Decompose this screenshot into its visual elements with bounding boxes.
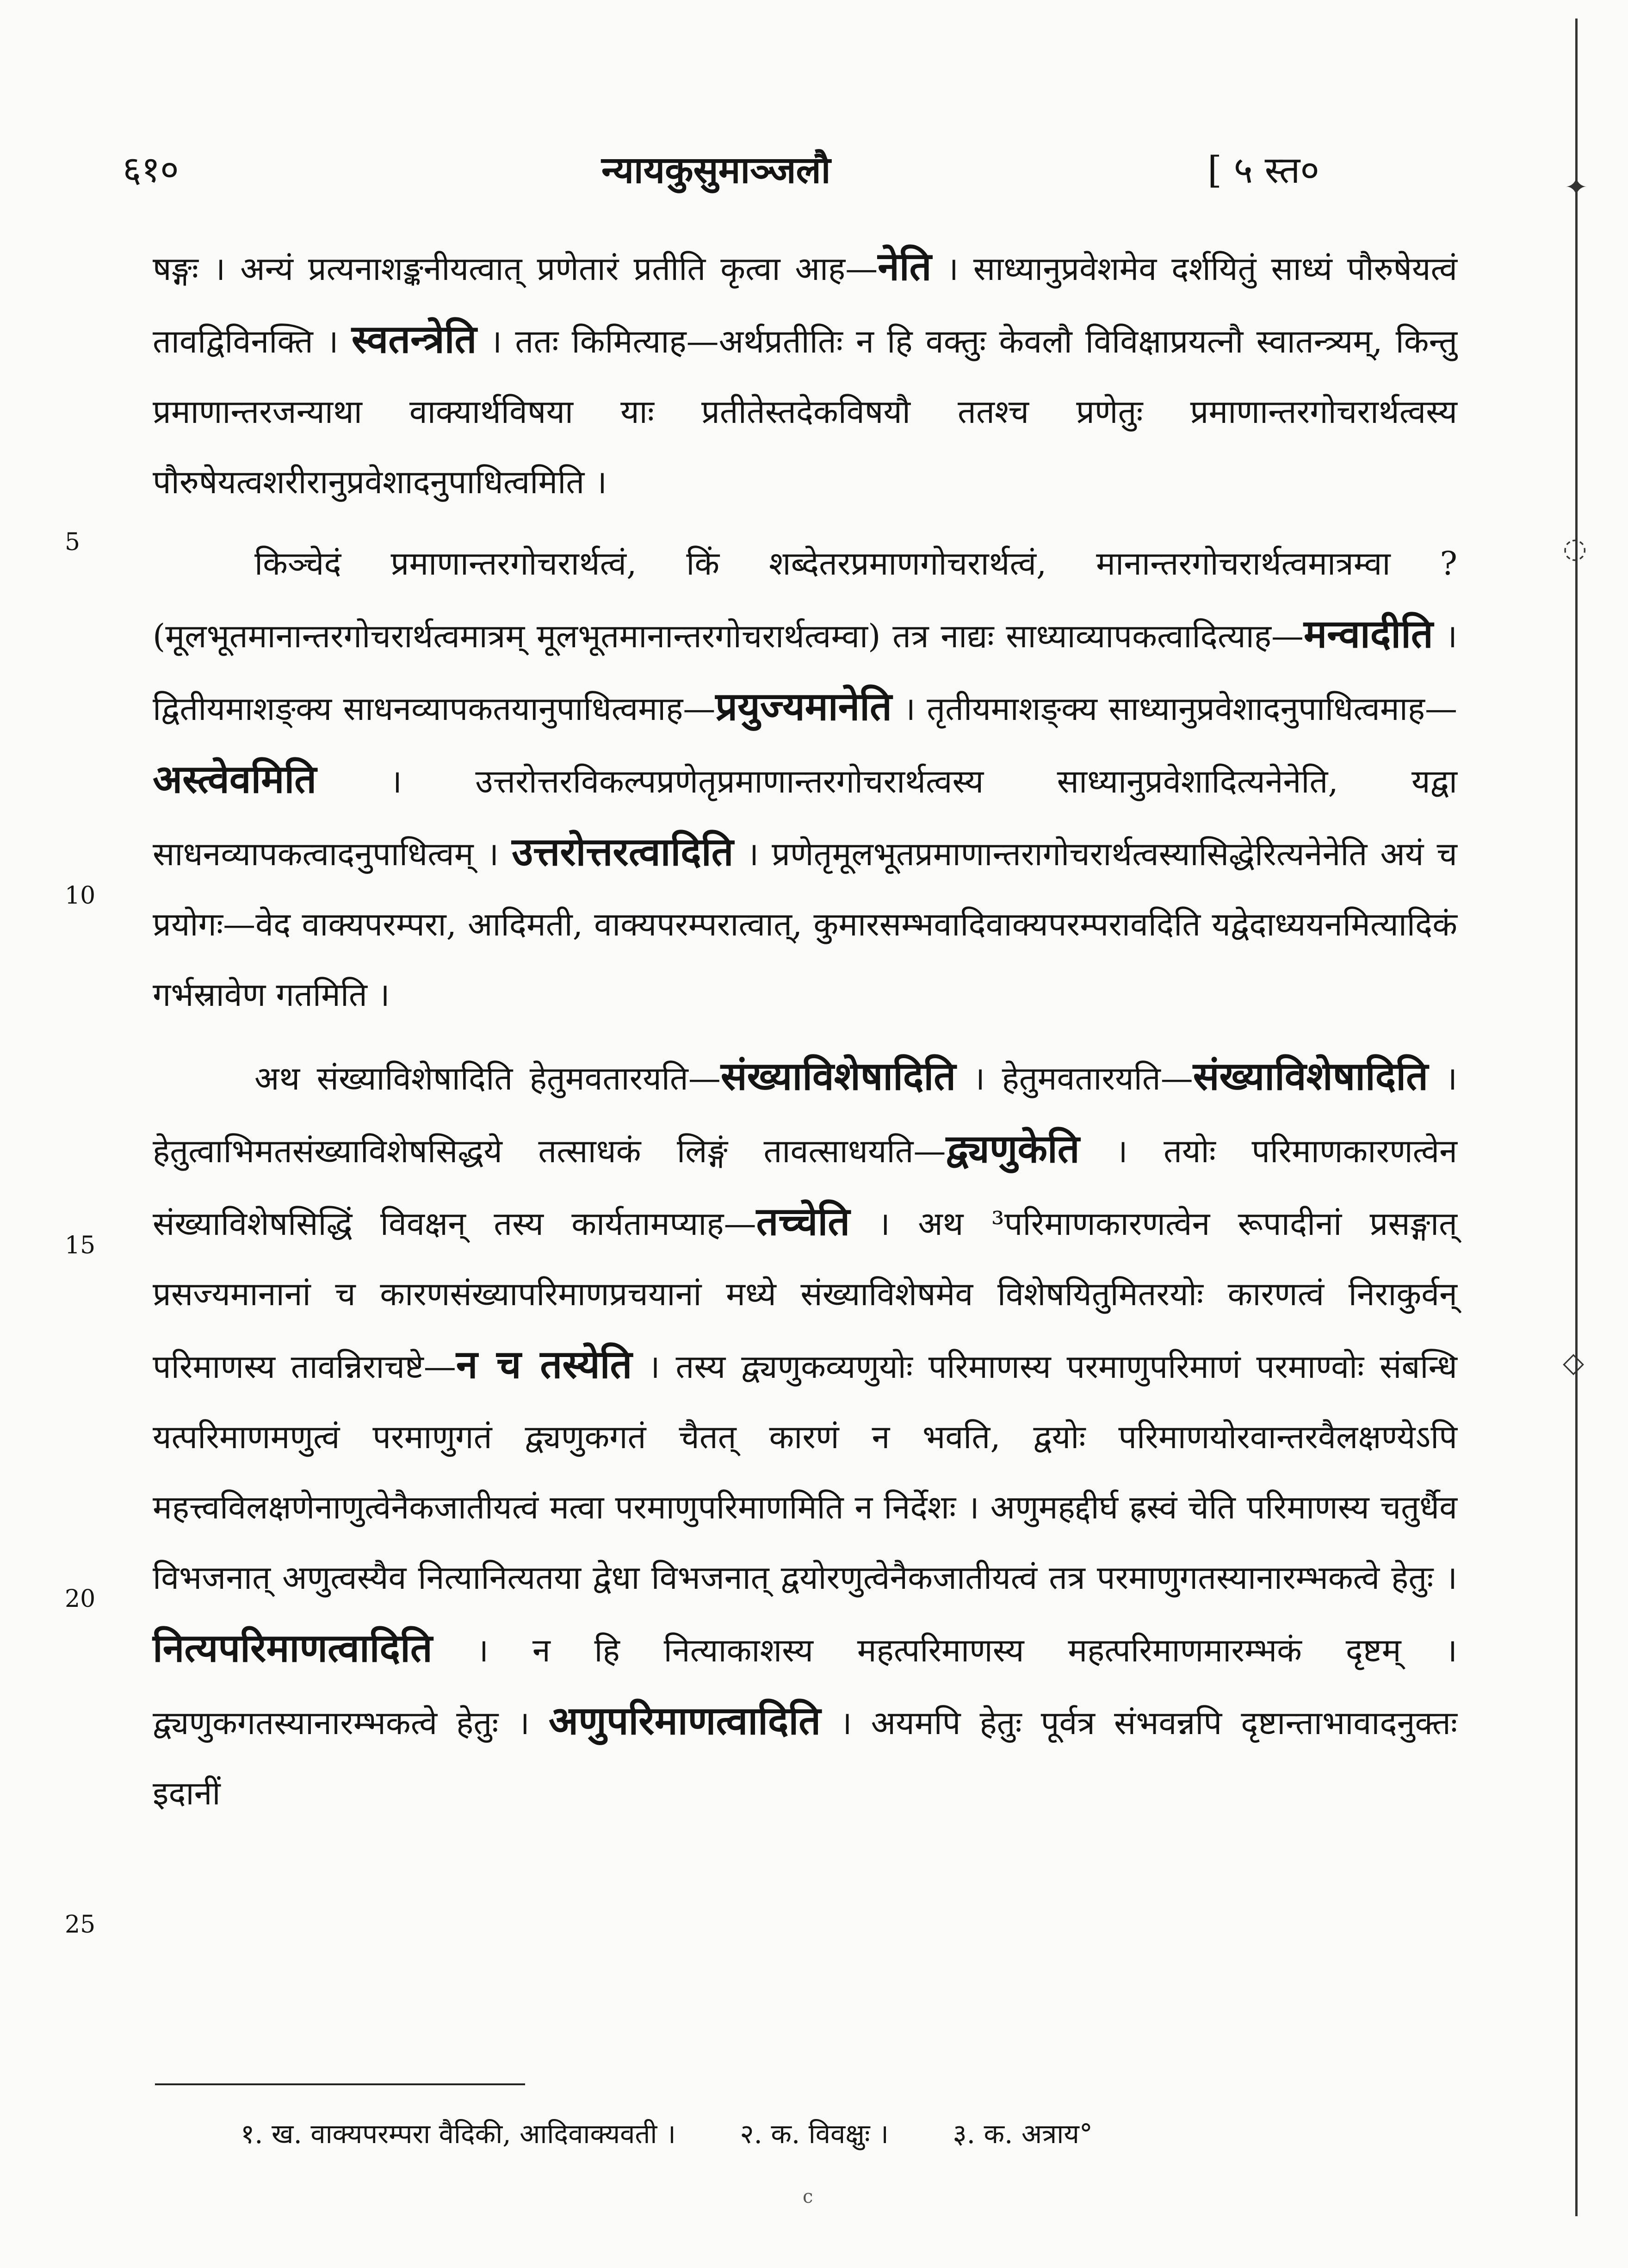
- margin-mark: ◌: [1563, 532, 1587, 564]
- commentary-text: । अयमपि हेतुः पूर्वत्र संभवन्नपि दृष्टान्ताभावादनुक्तः इदानीं: [153, 1704, 1457, 1812]
- line-number: 15: [65, 1232, 96, 1259]
- commentary-text: । तयोः परिमाणकारणत्वेन संख्याविशेषसिद्धिं विवक्षन् तस्य कार्यतामप्याह—: [153, 1132, 1457, 1243]
- paragraph: [153, 231, 1457, 517]
- commentary-lemma: स्वतन्त्रेति: [351, 316, 477, 362]
- commentary-text: । हेतुत्वाभिमतसंख्याविशेषसिद्धये तत्साधकं लिङ्गं तावत्साधयति—: [153, 1060, 1458, 1170]
- commentary-text: । तृतीयमाशङ्क्य साध्यानुप्रवेशादनुपाधित्वमाह—: [891, 690, 1457, 728]
- commentary-text: । उत्तरोत्तरविकल्पप्रणेतृप्रमाणान्तरगोचरार्थत्वस्य साध्यानुप्रवेशादित्यनेनेति, यद्वा साधनव्यापकत्वादनुपाधित्वम् ।: [153, 762, 1457, 873]
- commentary-text: । साध्यानुप्रवेशमेव दर्शयितुं साध्यं पौरुषेयत्वं तावद्विविनक्ति ।: [153, 250, 1457, 360]
- commentary-text: । अथ ³परिमाणकारणत्वेन रूपादीनां प्रसङ्गात् प्रसज्यमानानां च कारणसंख्यापरिमाणप्रचयानां मध्ये संख्याविशेषमेव विशेषयितुमितरयोः कारणत्वं निराकुर्वन् परिमाणस्य तावन्निराचष्टे—: [153, 1205, 1457, 1386]
- page-header: [0, 143, 1628, 208]
- paragraph: [153, 528, 1457, 1030]
- commentary-text: किञ्चेदं प्रमाणान्तरगोचरार्थत्वं, किं शब्देतरप्रमाणगोचरार्थत्वं, मानान्तरगोचरार्थत्वमात्रम्वा ? (मूलभूतमानान्तरगोचरार्थत्वमात्रम् मूलभूतमानान्तरगोचरार्थत्वम्वा) तत्र नाद्यः साध्याव्यापकत्वादित्याह—: [153, 545, 1457, 655]
- line-number: 25: [65, 1911, 96, 1939]
- commentary-lemma: उत्तरोत्तरत्वादिति: [512, 829, 734, 874]
- page-number: ६१०: [123, 149, 179, 191]
- commentary-lemma: तच्चेति: [756, 1198, 850, 1244]
- commentary-lemma: मन्वादीति: [1304, 611, 1433, 657]
- line-numbers: [65, 0, 120, 2268]
- commentary-lemma: अणुपरिमाणत्वादिति: [548, 1698, 821, 1743]
- commentary-lemma: द्व्यणुकेति: [946, 1126, 1080, 1171]
- footnotes: [241, 2114, 1148, 2151]
- commentary-text: । हेतुमवतारयति—: [956, 1060, 1193, 1097]
- commentary-lemma: प्रयुज्यमानेति: [715, 683, 892, 729]
- line-number: 10: [65, 882, 96, 910]
- paragraph: [153, 1041, 1457, 1828]
- commentary-lemma: न च तस्येति: [456, 1341, 632, 1387]
- margin-binding-line: [1575, 19, 1578, 2216]
- footnote: ३. क. अत्राय°: [953, 2118, 1093, 2150]
- body-text: [153, 231, 1457, 1828]
- section-mark: [ ५ स्त०: [1207, 149, 1319, 192]
- commentary-text: । ततः किमित्याह—अर्थप्रतीतिः न हि वक्तुः केवलौ विविक्षाप्रयत्नौ स्वातन्त्र्यम्, किन्तु प्रमाणान्तरजन्याथा वाक्यार्थविषया याः प्रतीतेस्तदेकविषयौ ततश्च प्रणेतुः प्रमाणान्तरगोचरार्थत्वस्य पौरुषेयत्वशरीरानुप्रवेशादनुपाधित्वमिति ।: [153, 322, 1458, 501]
- commentary-lemma: नेति: [878, 243, 932, 289]
- footnote: १. ख. वाक्यपरम्परा वैदिकी, आदिवाक्यवती ।: [241, 2118, 676, 2150]
- commentary-text: । प्रणेतृमूलभूतप्रमाणान्तरागोचरार्थत्वस्यासिद्धेरित्यनेनेति अयं च प्रयोगः—वेद वाक्यपरम्परा, आदिमती, वाक्यपरम्परात्वात्, कुमारसम्भवादिवाक्यपरम्परावदिति यद्वेदाध्ययनमित्यादिकं गर्भस्रावेण गतमिति ।: [153, 835, 1458, 1014]
- commentary-text: । तस्य द्व्यणुकव्यणुयोः परिमाणस्य परमाणुपरिमाणं परमाण्वोः संबन्धि यत्परिमाणमणुत्वं परमाणुगतं द्व्यणुकगतं चैतत् कारणं न भवति, द्वयोः परिमाणयोरवान्तरवैलक्षण्येऽपि महत्त्वविलक्षणेनाणुत्वेनैकजातीयत्वं मत्वा परमाणुपरिमाणमिति न निर्देशः । अणुमहद्दीर्घ ह्रस्वं चेति परिमाणस्य चतुर्धैव विभजनात् अणुत्वस्यैव नित्यानित्यतया द्वेधा विभजनात् द्वयोरणुत्वेनैकजातीयत्वं तत्र परमाणुगतस्यानारम्भकत्वे हेतुः ।: [153, 1348, 1457, 1597]
- line-number: 5: [65, 528, 80, 556]
- footnote: २. क. विवक्षुः ।: [740, 2118, 889, 2150]
- commentary-lemma: नित्यपरिमाणत्वादिति: [153, 1625, 433, 1671]
- commentary-lemma: संख्याविशेषादिति: [1193, 1053, 1429, 1099]
- stray-mark: c: [803, 2186, 813, 2207]
- commentary-text: अथ संख्याविशेषादिति हेतुमवतारयति—: [254, 1060, 721, 1097]
- commentary-text: षङ्गः । अन्यं प्रत्यनाशङ्कनीयत्वात् प्रणेतारं प्रतीति कृत्वा आह—: [153, 250, 878, 288]
- commentary-lemma: संख्याविशेषादिति: [720, 1053, 956, 1099]
- commentary-text: । न हि नित्याकाशस्य महत्परिमाणस्य महत्परिमाणमारम्भकं दृष्टम् । द्व्यणुकगतस्यानारम्भकत्वे हेतुः ।: [153, 1631, 1457, 1742]
- line-number: 20: [65, 1585, 96, 1613]
- margin-mark: ◇: [1563, 1346, 1585, 1379]
- commentary-lemma: अस्त्वेवमिति: [153, 756, 317, 802]
- commentary-text: । द्वितीयमाशङ्क्य साधनव्यापकतयानुपाधित्वमाह—: [153, 617, 1458, 728]
- footnote-divider: [155, 2083, 525, 2085]
- margin-mark: ✦: [1565, 171, 1588, 204]
- running-title: न्यायकुसुमाञ्जलौ: [601, 148, 831, 192]
